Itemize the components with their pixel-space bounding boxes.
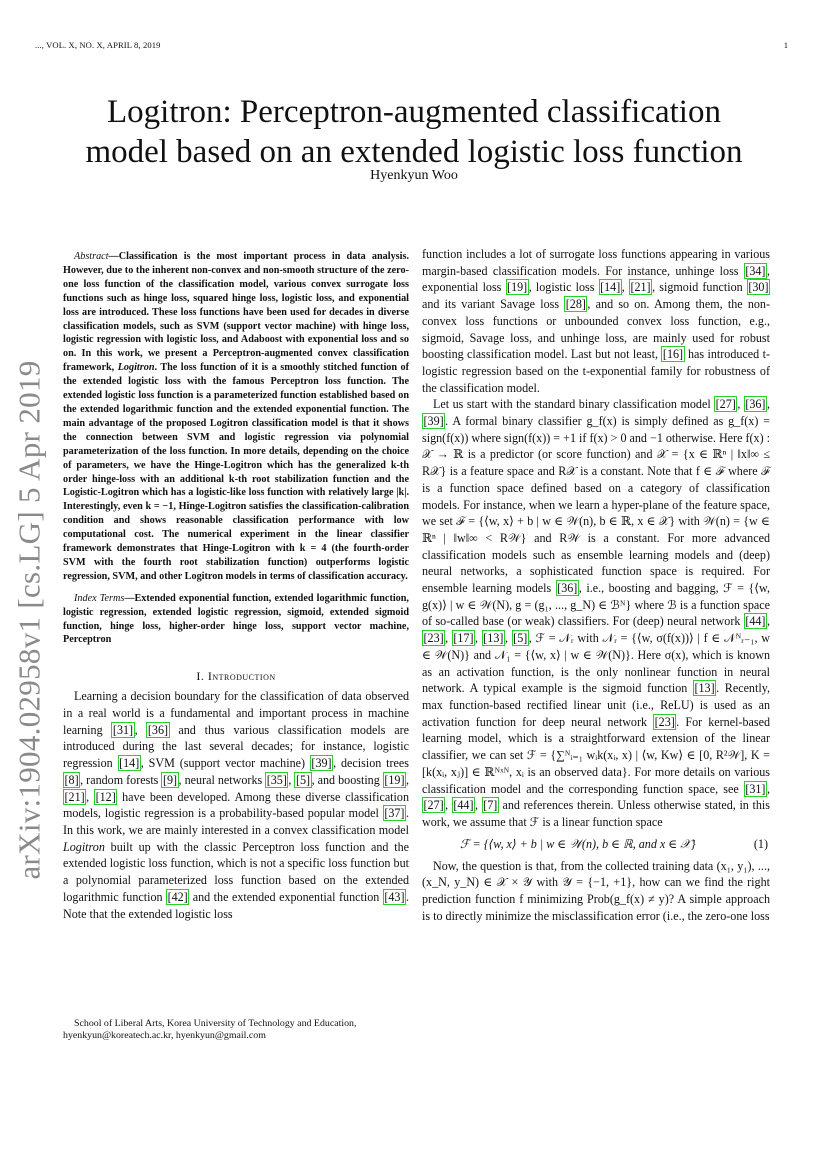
arxiv-identifier-stamp xyxy=(6,360,54,880)
intro-paragraph-2: Let us start with the standard binary classification model [27] , [36] , [39] . A formal binary classifier g_f(x) is simply defined as g_f(x) = sign(f(x)) where sign(f(x)) = +1 if f(x) > 0 and −1 otherwise. Here f(x) : 𝒳 → ℝ is a predictor (or score function) and 𝒳 = {x ∈ ℝⁿ | ‖x‖∞ ≤ R𝒳} is a feature space and R𝒳 is a constant. Note that f ∈ ℱ where ℱ is a function space defined based on a category of classification models. For instance, when we learn a hyper-plane of the feature space, we set ℱ = {⟨w, x⟩ + b | w ∈ 𝒲(n), b ∈ ℝ, x ∈ 𝒳} with 𝒲(n) = {w ∈ ℝⁿ | ‖w‖∞ < R𝒲} and R𝒲 is a constant. For more advanced classification models such as ensemble learning models and (deep) neural networks, a sophisticated function space is required. For ensemble learning models [36] , i.e., boosting and bagging, ℱ = {⟨w, g(x)⟩ | w ∈ 𝒲(N), g = (g₁, ..., g_N) ∈ ℬᴺ} where ℬ is a function space of so-called base (or weak) classifiers. For (deep) neural network [44] , [23] , [17] , [13] , [5] , ℱ = 𝒩ᵣ with 𝒩ᵣ = {⟨w, σ(f(x))⟩ | f ∈ 𝒩ᴺᵣ₋₁, w ∈ 𝒲(N)} and 𝒩₁ = {⟨w, x⟩ | w ∈ 𝒲(N)}. Here σ(x), which is known as an activation function, is the only nonlinear function in neural network. A typical example is the sigmoid function [13] . Recently, max function-based rectified linear unit (i.e., ReLU) is used as an activation function for deep neural network [23] . For kernel-based learning model, which is a straightforward extension of the linear classifier, we can set ℱ = {∑ᴺᵢ₌₁ wᵢk(xᵢ, x) | ⟨w, Kw⟩ ∈ [0, R²𝒲], K = [k(xᵢ, xⱼ)] ∈ ℝᴺˣᴺ, xᵢ is an observed data}. For more details on various classification model and the corresponding function space, see [31] , [27] , [44] , [7] and references therein. Unless otherwise stated, in this work, we assume that ℱ is a linear function space xyxy=(422,397,771,829)
citation-link[interactable]: [34] xyxy=(745,263,766,278)
citation-link[interactable]: [17] xyxy=(453,631,474,646)
citation-link[interactable]: [21] xyxy=(630,280,651,295)
citation-link[interactable]: [13] xyxy=(483,631,504,646)
affiliation: School of Liberal Arts, Korea University of Technology and Education, xyxy=(74,1018,357,1029)
citation-link[interactable]: [14] xyxy=(119,756,140,771)
intro-paragraph-1-continued: function includes a lot of surrogate loss functions appearing in various margin-based classification models. For instance, unhinge loss [34] , exponential loss [19] , logistic loss [14] , [21] , sigmoid function [30] and its variant Savage loss [28] , and so on. Among them, the non-convex loss functions or unbounded convex loss function, e.g., sigmoid, Savage loss, and unhinge loss, are mainly used for robust boosting classification model. Last but not least, [16] has introduced t-logistic regression based on the t-exponential family for robustness of the classification model. xyxy=(422,247,771,395)
citation-link[interactable]: [27] xyxy=(715,397,736,412)
citation-link[interactable]: [23] xyxy=(654,714,675,729)
journal-info: ..., VOL. X, NO. X, APRIL 8, 2019 xyxy=(35,40,161,50)
citation-link[interactable]: [7] xyxy=(483,798,498,813)
citation-link[interactable]: [23] xyxy=(423,631,444,646)
author: Hyenkyun Woo xyxy=(370,168,458,183)
citation-link[interactable]: [19] xyxy=(507,280,528,295)
section-heading-introduction: I. Introduction xyxy=(196,669,276,684)
citation-link[interactable]: [14] xyxy=(600,280,621,295)
citation-link[interactable]: [28] xyxy=(565,297,586,312)
citation-link[interactable]: [12] xyxy=(95,789,116,804)
citation-link[interactable]: [30] xyxy=(748,280,769,295)
equation-1 xyxy=(422,837,770,852)
citation-link[interactable]: [37] xyxy=(384,806,405,821)
author-emails: hyenkyun@koreatech.ac.kr, hyenkyun@gmail.com xyxy=(63,1030,266,1042)
citation-link[interactable]: [39] xyxy=(423,414,444,429)
abstract: Abstract—Classification is the most important process in data analysis. However, due to the inherent non-convex and non-smooth structure of the zero-one loss function of the classification model, various convex surrogate loss functions such as hinge loss, squared hinge loss, logistic loss, and exponential loss are introduced. These loss functions have been used for decades in diverse classification models, such as SVM (support vector machine) with hinge loss, logistic regression with logistic loss, and Adaboost with exponential loss and so on. In this work, we present a Perceptron-augmented convex classification framework, Logitron. The loss function of it is a smoothly stitched function of the extended logistic loss with the famous Perceptron loss function. The extended logistic loss function is a parameterized function established based on the extended logarithmic function and the extended exponential function. The main advantage of the proposed Logitron classification model is that it shows the connection between SVM and logistic regression via polynomial parameterization of the loss function. In more details, depending on the choice of parameters, we have the Hinge-Logitron which has the generalized k-th order hinge-loss with an additional k-th root stabilization function and the Logistic-Logitron which has a logistic-like loss function with relatively large |k|. Interestingly, even k = −1, Hinge-Logitron satisfies the classification-calibration condition and shows reasonable classification performance with low computational cost. The numerical experiment in the linear classifier framework demonstrates that Hinge-Logitron with k = 4 (the fourth-order SVM with the fourth root stabilization function) outperforms logistic regression, SVM, and other Logitron models in terms of classification accuracy. xyxy=(63,251,409,582)
intro-paragraph-1: Learning a decision boundary for the classification of data observed in a real world is a fundamental and important process in machine learning [31] , [36] and thus various classification models are introduced during the last several decades; for instance, logistic regression [14] , SVM (support vector machine) [39] , decision trees [8] , random forests [9] , neural networks [35] , [5] , and boosting [19] , [21] , [12] have been developed. Among these diverse classification models, logistic regression is a probability-based popular model [37] . In this work, we are mainly interested in a convex classification model Logitron built up with the classic Perceptron loss function and the extended logistic loss function, which is not a specific loss function but a polynomial parameterized loss function based on the extended logarithmic function [42] and the extended exponential function [43] . Note that the extended logistic loss xyxy=(63,689,410,921)
index-terms-label: Index Terms xyxy=(74,592,125,604)
right-column xyxy=(422,246,770,924)
equation-number: (1) xyxy=(753,836,768,851)
arxiv-stamp-text: arXiv:1904.02958v1 [cs.LG] 5 Apr 2019 xyxy=(12,360,47,880)
intro-paragraph-3: Now, the question is that, from the collected training data (x₁, y₁), ..., (x_N, y_N) ∈ 𝒳 × 𝒴 with 𝒴 = {−1, +1}, how can we find the right prediction function f minimizing Prob(g_f(x) ≠ y)? A simple approach is to directly minimize the misclassification error (i.e., the zero-one loss xyxy=(422,858,770,923)
citation-link[interactable]: [36] xyxy=(147,722,169,737)
abstract-label: Abstract xyxy=(74,251,109,262)
citation-link[interactable]: [13] xyxy=(694,681,715,696)
equation-body: ℱ = {⟨w, x⟩ + b | w ∈ 𝒲(n), b ∈ ℝ, and x ∈ 𝒳} xyxy=(460,836,696,851)
author-affiliation-footnote xyxy=(63,1018,409,1042)
index-terms: Index Terms—Extended exponential function, extended logarithmic function, logistic regression, extended logistic regression, sigmoid, extended sigmoid function, hinge loss, higher-order hinge loss, support vector machine, Perceptron xyxy=(63,592,409,646)
citation-link[interactable]: [9] xyxy=(162,772,178,787)
citation-link[interactable]: [8] xyxy=(64,772,79,787)
paper-title xyxy=(40,92,788,172)
citation-link[interactable]: [44] xyxy=(453,798,474,813)
citation-link[interactable]: [42] xyxy=(167,889,188,904)
citation-link[interactable]: [19] xyxy=(384,772,405,787)
citation-link[interactable]: [39] xyxy=(311,756,332,771)
left-column xyxy=(63,250,409,922)
running-head xyxy=(35,40,788,54)
citation-link[interactable]: [5] xyxy=(295,772,311,787)
citation-link[interactable]: [5] xyxy=(513,631,528,646)
title-line-2: model based on an extended logistic loss function xyxy=(85,134,743,170)
citation-link[interactable]: [31] xyxy=(112,722,134,737)
citation-link[interactable]: [21] xyxy=(64,789,85,804)
citation-link[interactable]: [43] xyxy=(384,889,405,904)
citation-link[interactable]: [35] xyxy=(266,772,287,787)
citation-link[interactable]: [36] xyxy=(745,397,766,412)
citation-link[interactable]: [44] xyxy=(745,614,766,629)
citation-link[interactable]: [27] xyxy=(423,798,444,813)
citation-link[interactable]: [16] xyxy=(662,347,684,362)
page-number: 1 xyxy=(783,40,788,50)
citation-link[interactable]: [31] xyxy=(745,781,766,796)
citation-link[interactable]: [36] xyxy=(557,581,578,596)
title-line-1: Logitron: Perceptron-augmented classification xyxy=(107,94,721,130)
